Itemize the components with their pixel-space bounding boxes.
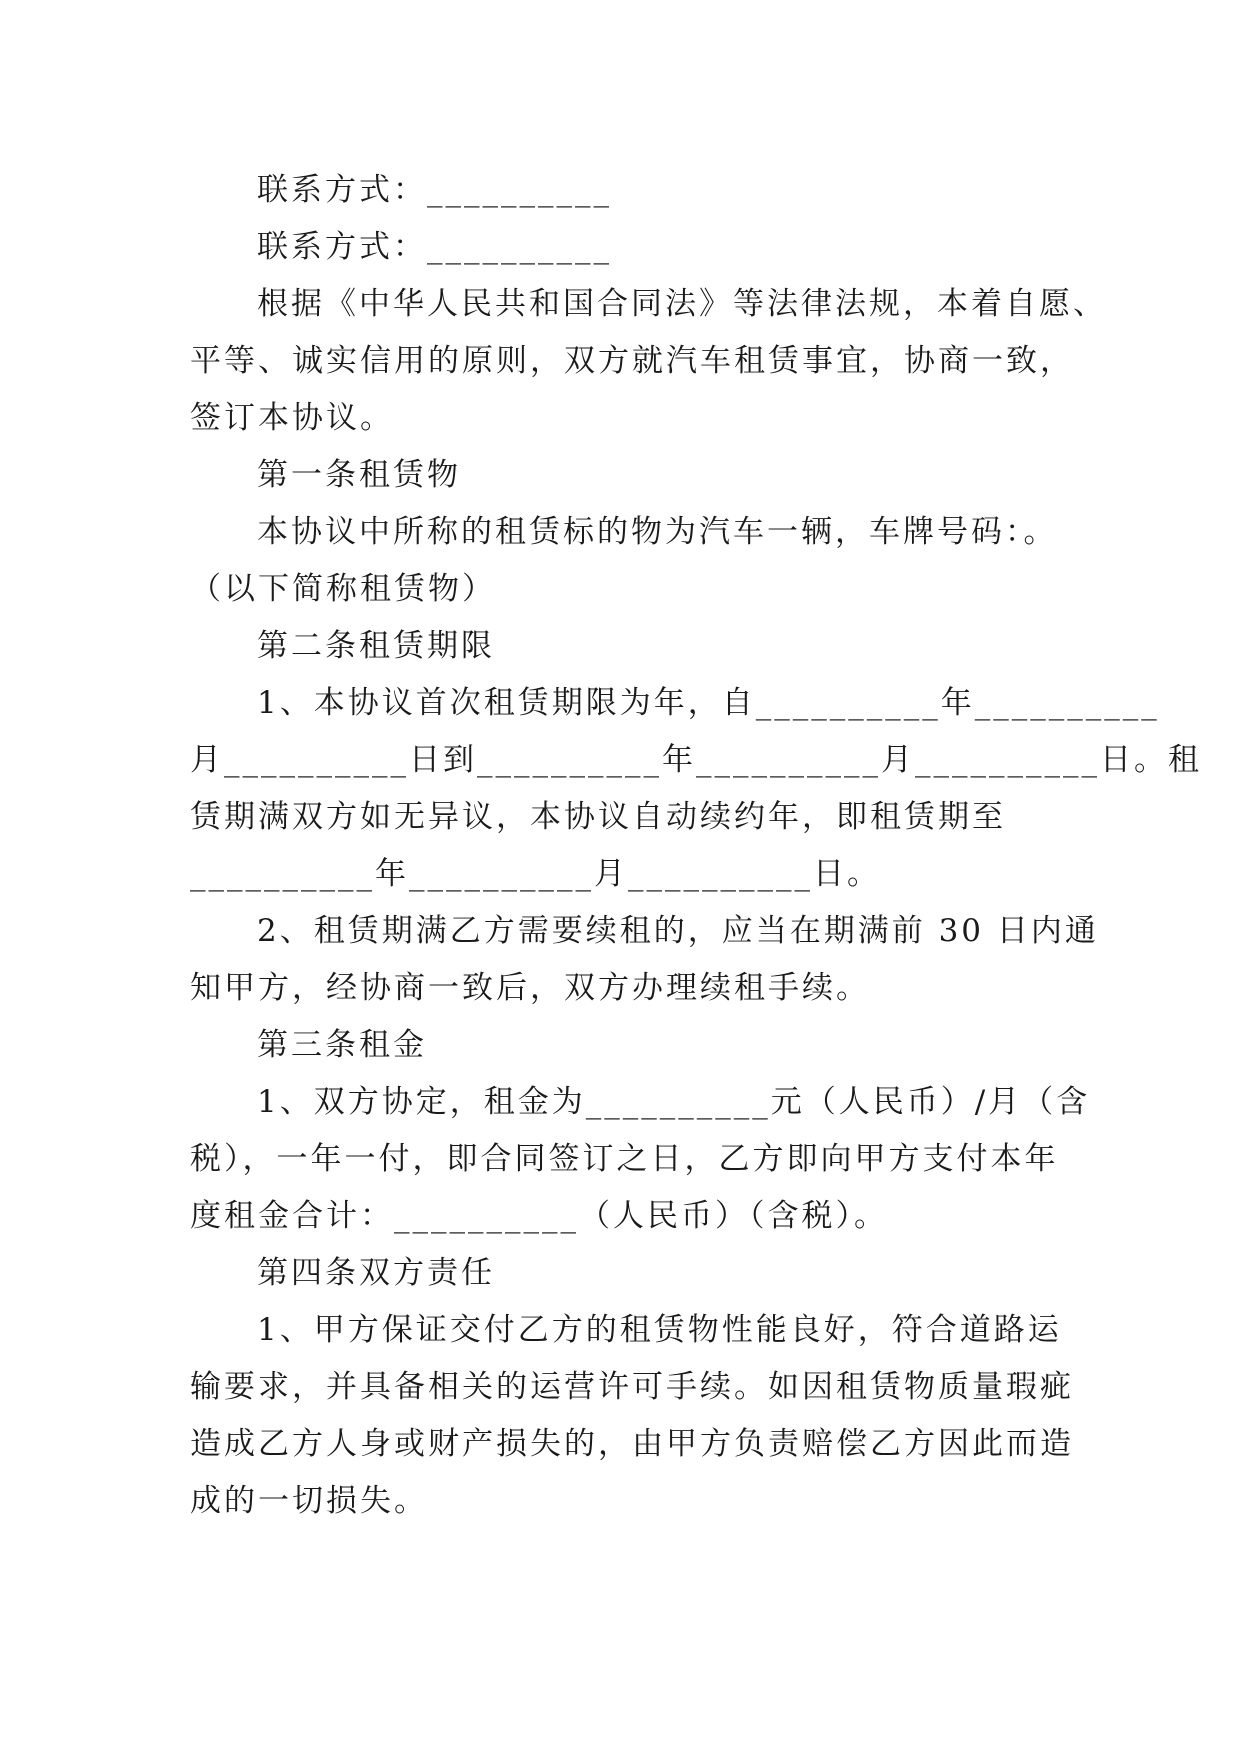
article-2-clause-2-line-1: 2、租赁期满乙方需要续租的，应当在期满前 30 日内通 bbox=[257, 913, 1099, 949]
preamble-line-2: 平等、诚实信用的原则，双方就汽车租赁事宜，协商一致， bbox=[190, 343, 1074, 379]
article-4-heading: 第四条双方责任 bbox=[257, 1255, 495, 1291]
article-1-text-line-1: 本协议中所称的租赁标的物为汽车一辆，车牌号码：。 bbox=[257, 514, 1058, 550]
article-4-clause-1-line-3: 造成乙方人身或财产损失的，由甲方负责赔偿乙方因此而造 bbox=[190, 1426, 1074, 1462]
article-4-clause-1-line-4: 成的一切损失。 bbox=[190, 1483, 428, 1519]
article-3-clause-1-line-2: 税），一年一付，即合同签订之日，乙方即向甲方支付本年 bbox=[190, 1141, 1059, 1177]
article-3-heading: 第三条租金 bbox=[257, 1027, 427, 1063]
article-2-heading: 第二条租赁期限 bbox=[257, 628, 495, 664]
article-2-clause-1-line-4: __________年__________月__________日。 bbox=[190, 856, 881, 892]
article-4-clause-1-line-1: 1、甲方保证交付乙方的租赁物性能良好，符合道路运 bbox=[257, 1312, 1062, 1348]
article-2-clause-2-line-2: 知甲方，经协商一致后，双方办理续租手续。 bbox=[190, 970, 870, 1006]
contact-line-2: 联系方式：__________ bbox=[257, 229, 612, 265]
article-1-text-line-2: （以下简称租赁物） bbox=[190, 571, 496, 607]
article-3-clause-1-line-1: 1、双方协定，租金为__________元（人民币）/月（含 bbox=[257, 1084, 1091, 1120]
preamble-line-1: 根据《中华人民共和国合同法》等法律法规，本着自愿、 bbox=[257, 286, 1107, 322]
article-1-heading: 第一条租赁物 bbox=[257, 457, 461, 493]
article-3-clause-1-line-3: 度租金合计：__________（人民币）（含税）。 bbox=[190, 1198, 888, 1234]
article-2-clause-1-line-2: 月__________日到__________年__________月__________日。租 bbox=[190, 742, 1202, 778]
article-2-clause-1-line-1: 1、本协议首次租赁期限为年，自__________年__________ bbox=[257, 685, 1160, 721]
preamble-line-3: 签订本协议。 bbox=[190, 400, 394, 436]
contact-line-1: 联系方式：__________ bbox=[257, 172, 612, 208]
article-4-clause-1-line-2: 输要求，并具备相关的运营许可手续。如因租赁物质量瑕疵 bbox=[190, 1369, 1074, 1405]
article-2-clause-1-line-3: 赁期满双方如无异议，本协议自动续约年，即租赁期至 bbox=[190, 799, 1006, 835]
